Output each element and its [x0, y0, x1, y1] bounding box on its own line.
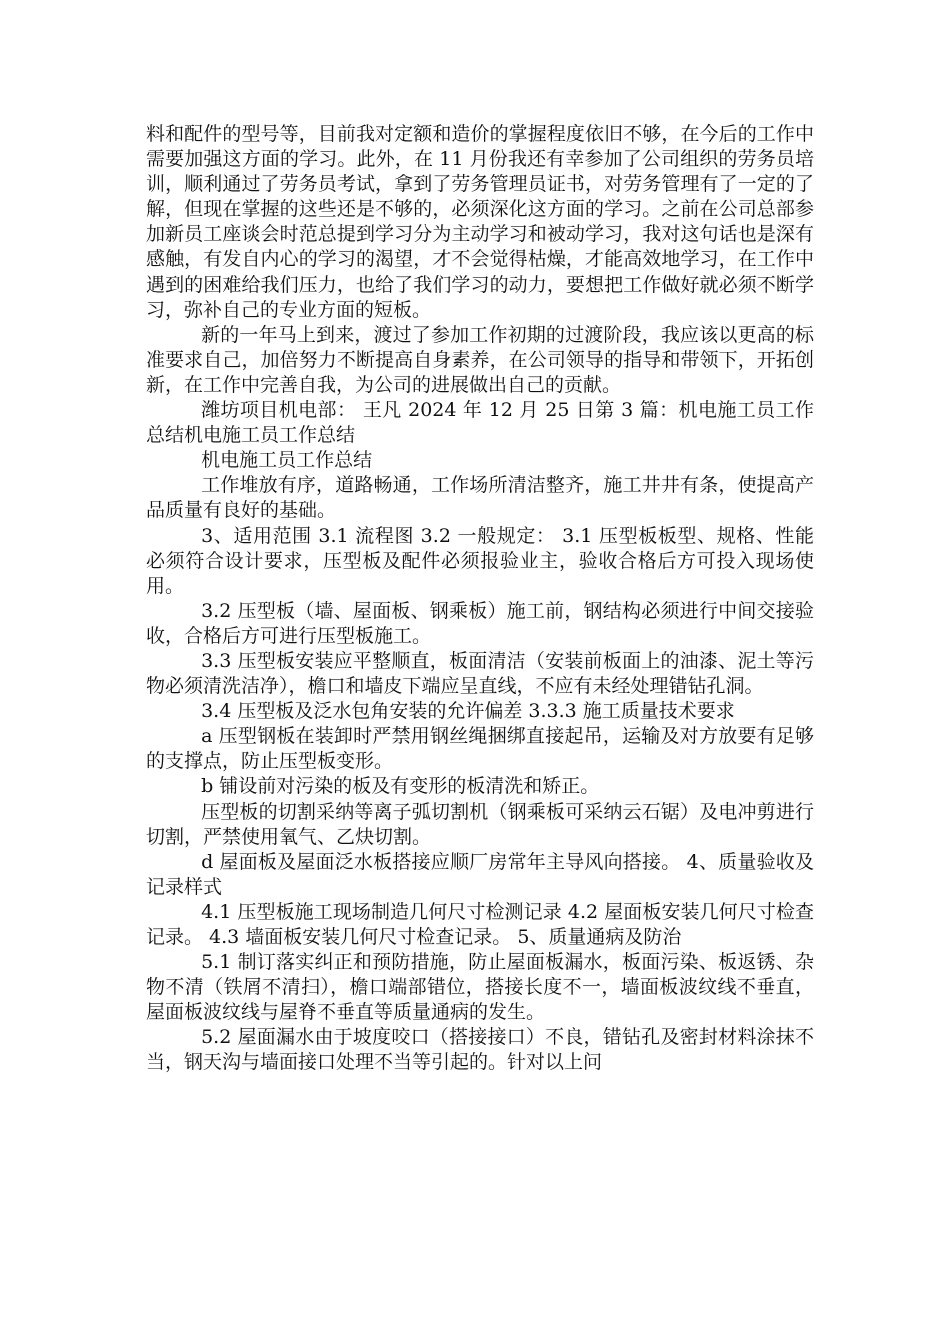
paragraph: 新的一年马上到来，渡过了参加工作初期的过渡阶段，我应该以更高的标准要求自己，加倍努力不断提高自身素养，在公司领导的指导和带领下，开拓创新，在工作中完善自我，为公司的进展做出自己的贡献。	[146, 323, 814, 396]
paragraph: 工作堆放有序，道路畅通，工作场所清洁整齐，施工井井有条，使提高产品质量有良好的基础。	[146, 474, 814, 522]
paragraph: 4.1 压型板施工现场制造几何尺寸检测记录 4.2 屋面板安装几何尺寸检查记录。 4.3 墙面板安装几何尺寸检查记录。 5、质量通病及防治	[146, 900, 814, 948]
paragraph: 3.3 压型板安装应平整顺直，板面清洁（安装前板面上的油漆、泥土等污物必须清洗洁净），檐口和墙皮下端应呈直线，不应有未经处理错钻孔洞。	[146, 649, 814, 698]
paragraph: 料和配件的型号等，目前我对定额和造价的掌握程度依旧不够，在今后的工作中需要加强这方面的学习。此外，在 11 月份我还有幸参加了公司组织的劳务员培训，顺利通过了劳务员考试，拿到了劳务管理员证书，对劳务管理有了一定的了解，但现在掌握的这些还是不够的，必须深化这方面的学习。之前在公司总部参加新员工座谈会时范总提到学习分为主动学习和被动学习，我对这句话也是深有感触，有发自内心的学习的渴望，才不会觉得枯燥，才能高效地学习，在工作中遇到的困难给我们压力，也给了我们学习的动力，要想把工作做好就必须不断学习，弥补自己的专业方面的短板。	[146, 123, 814, 321]
section-title: 机电施工员工作总结	[201, 449, 373, 472]
paragraph: 5.2 屋面漏水由于坡度咬口（搭接接口）不良，错钻孔及密封材料涂抹不当，钢天沟与墙面接口处理不当等引起的。针对以上问	[146, 1026, 814, 1074]
paragraph: 3.4 压型板及泛水包角安装的允许偏差 3.3.3 施工质量技术要求	[201, 700, 735, 723]
document-body	[146, 122, 814, 1076]
paragraph: 3.2 压型板（墙、屋面板、钢乘板）施工前，钢结构必须进行中间交接验收，合格后方可进行压型板施工。	[146, 599, 814, 647]
paragraph: a 压型钢板在装卸时严禁用钢丝绳捆绑直接起吊，运输及对方放要有足够的支撑点，防止压型板变形。	[146, 725, 814, 773]
paragraph: b 铺设前对污染的板及有变形的板清洗和矫正。	[201, 775, 600, 798]
signature-line: 潍坊项目机电部： 王凡 2024 年 12 月 25 日第 3 篇：机电施工员工作总结机电施工员工作总结	[146, 399, 814, 447]
paragraph: 5.1 制订落实纠正和预防措施，防止屋面板漏水，板面污染、板返锈、杂物不清（铁屑不清扫），檐口端部错位，搭接长度不一，墙面板波纹线不垂直，屋面板波纹线与屋脊不垂直等质量通病的发生。	[146, 951, 814, 1024]
paragraph: 3、适用范围 3.1 流程图 3.2 一般规定： 3.1 压型板板型、规格、性能必须符合设计要求，压型板及配件必须报验业主，验收合格后方可投入现场使用。	[146, 524, 814, 597]
paragraph: 压型板的切割采纳等离子弧切割机（钢乘板可采纳云石锯）及电冲剪进行切割，严禁使用氧气、乙炔切割。	[146, 800, 814, 848]
paragraph: d 屋面板及屋面泛水板搭接应顺厂房常年主导风向搭接。 4、质量验收及记录样式	[146, 850, 814, 898]
